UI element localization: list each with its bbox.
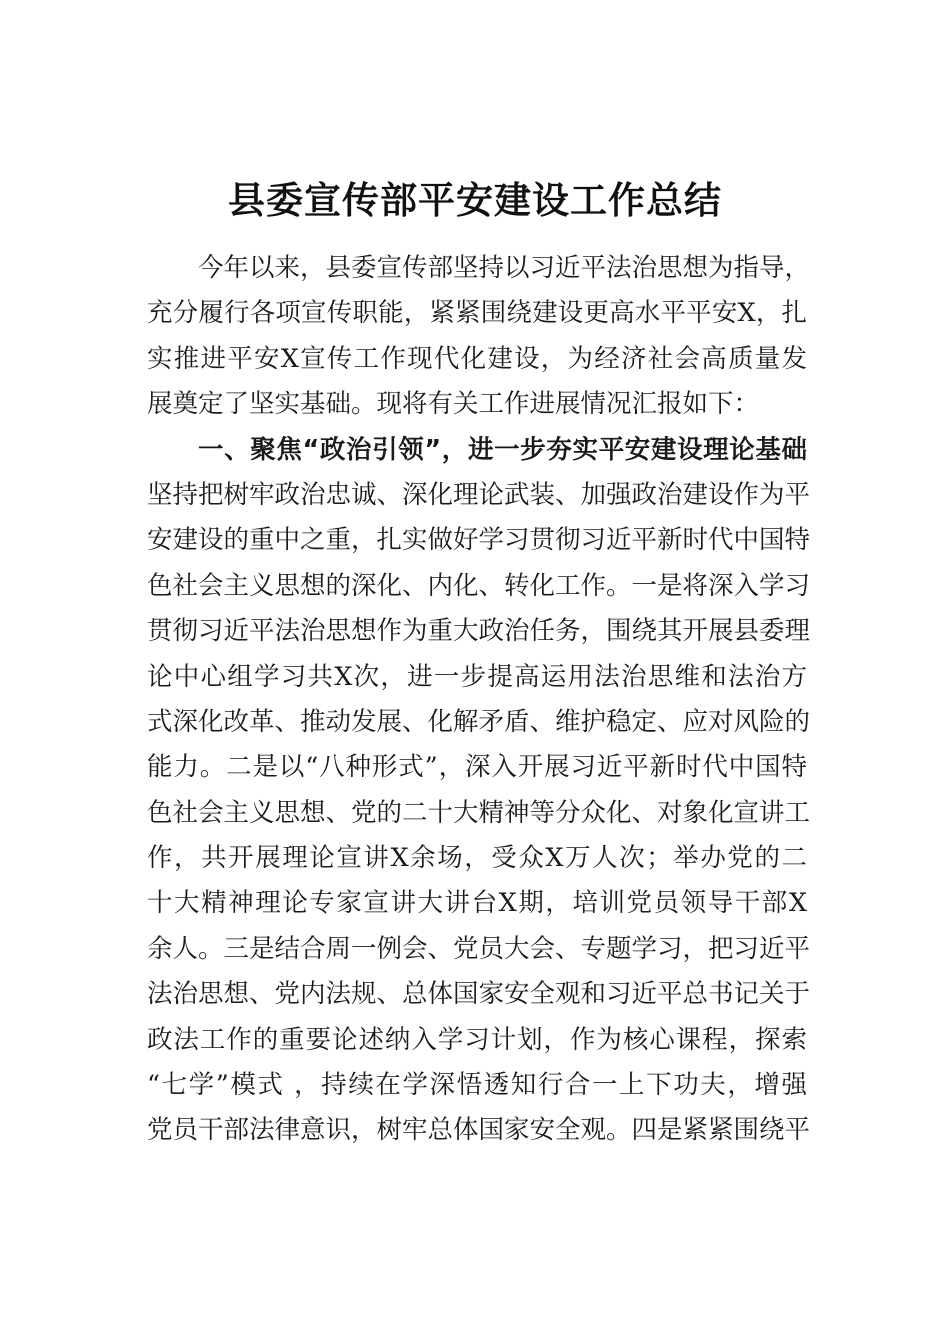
section-line: 政法工作的重要论述纳入学习计划，作为核心课程，探索 (147, 1024, 807, 1055)
intro-line: 展奠定了坚实基础。现将有关工作进展情况汇报如下： (147, 389, 760, 420)
section-line: 贯彻习近平法治思想作为重大政治任务，围绕其开展县委理 (147, 616, 811, 647)
section-line: 坚持把树牢政治忠诚、深化理论武装、加强政治建设作为平 (147, 479, 811, 510)
section-line: 安建设的重中之重，扎实做好学习贯彻习近平新时代中国特 (147, 525, 811, 556)
section-line: 色社会主义思想的深化、内化、转化工作。一是将深入学习 (147, 570, 811, 601)
section-heading: 一、聚焦“政治引领”，进一步夯实平安建设理论基础 (198, 434, 807, 465)
document-body (147, 246, 811, 1154)
intro-line: 实推进平安X宣传工作现代化建设，为经济社会高质量发 (147, 343, 807, 374)
section-line: 式深化改革、推动发展、化解矛盾、维护稳定、应对风险的 (147, 706, 811, 737)
section-line: 能力。二是以“八种形式”，深入开展习近平新时代中国特 (147, 752, 807, 783)
section-line: 作，共开展理论宣讲X余场，受众X万人次；举办党的二 (147, 843, 807, 874)
section-line: 十大精神理论专家宣讲大讲台X期，培训党员领导干部X (147, 888, 807, 919)
section-line: “七学”模式 ，持续在学深悟透知行合一上下功夫，增强 (147, 1070, 807, 1101)
page-title: 县委宣传部平安建设工作总结 (228, 178, 722, 222)
section-line: 余人。三是结合周一例会、党员大会、专题学习，把习近平 (147, 933, 811, 964)
section-line: 党员干部法律意识，树牢总体国家安全观。四是紧紧围绕平 (147, 1115, 811, 1146)
section-line: 论中心组学习共X次，进一步提高运用法治思维和法治方 (147, 661, 807, 692)
intro-line: 今年以来，县委宣传部坚持以习近平法治思想为指导， (198, 253, 811, 283)
section-line: 色社会主义思想、党的二十大精神等分众化、对象化宣讲工 (147, 797, 811, 828)
intro-line: 充分履行各项宣传职能，紧紧围绕建设更高水平平安X，扎 (147, 298, 807, 329)
section-line: 法治思想、党内法规、总体国家安全观和习近平总书记关于 (147, 979, 811, 1010)
